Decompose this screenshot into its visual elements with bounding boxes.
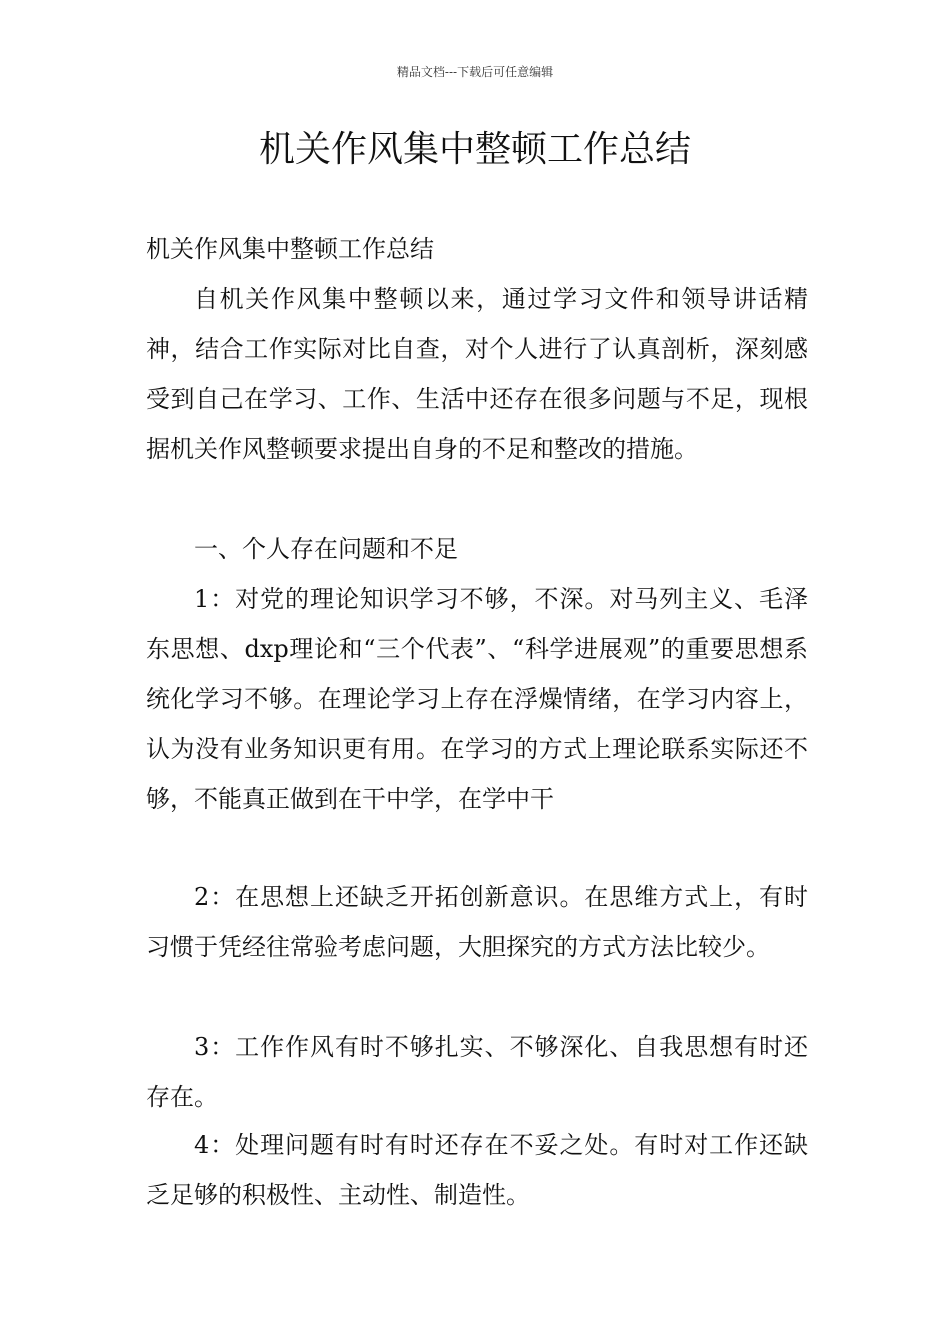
document-title: 机关作风集中整顿工作总结 [258,129,691,170]
problem-item-3: 3：工作作风有时不够扎实、不够深化、自我思想有时还存在。 [146,1033,808,1111]
problem-item-2: 2：在思想上还缺乏开拓创新意识。在思维方式上，有时习惯于凭经往常验考虑问题，大胆探究的方式方法比较少。 [146,883,808,961]
document-subtitle: 机关作风集中整顿工作总结 [146,235,434,263]
header-note: 精品文档---下载后可任意编辑 [396,65,554,79]
problem-item-4: 4：处理问题有时有时还存在不妥之处。有时对工作还缺乏足够的积极性、主动性、制造性。 [146,1131,808,1209]
section-heading-problems: 一、个人存在问题和不足 [194,535,458,563]
intro-paragraph: 自机关作风集中整顿以来，通过学习文件和领导讲话精神，结合工作实际对比自查，对个人进行了认真剖析，深刻感受到自己在学习、工作、生活中还存在很多问题与不足，现根据机关作风整顿要求提出自身的不足和整改的措施。 [146,285,808,463]
problem-item-1: 1：对党的理论知识学习不够，不深。对马列主义、毛泽东思想、dxp理论和“三个代表”、“科学进展观”的重要思想系统化学习不够。在理论学习上存在浮燥情绪，在学习内容上，认为没有业务知识更有用。在学习的方式上理论联系实际还不够，不能真正做到在干中学，在学中干 [146,585,808,813]
